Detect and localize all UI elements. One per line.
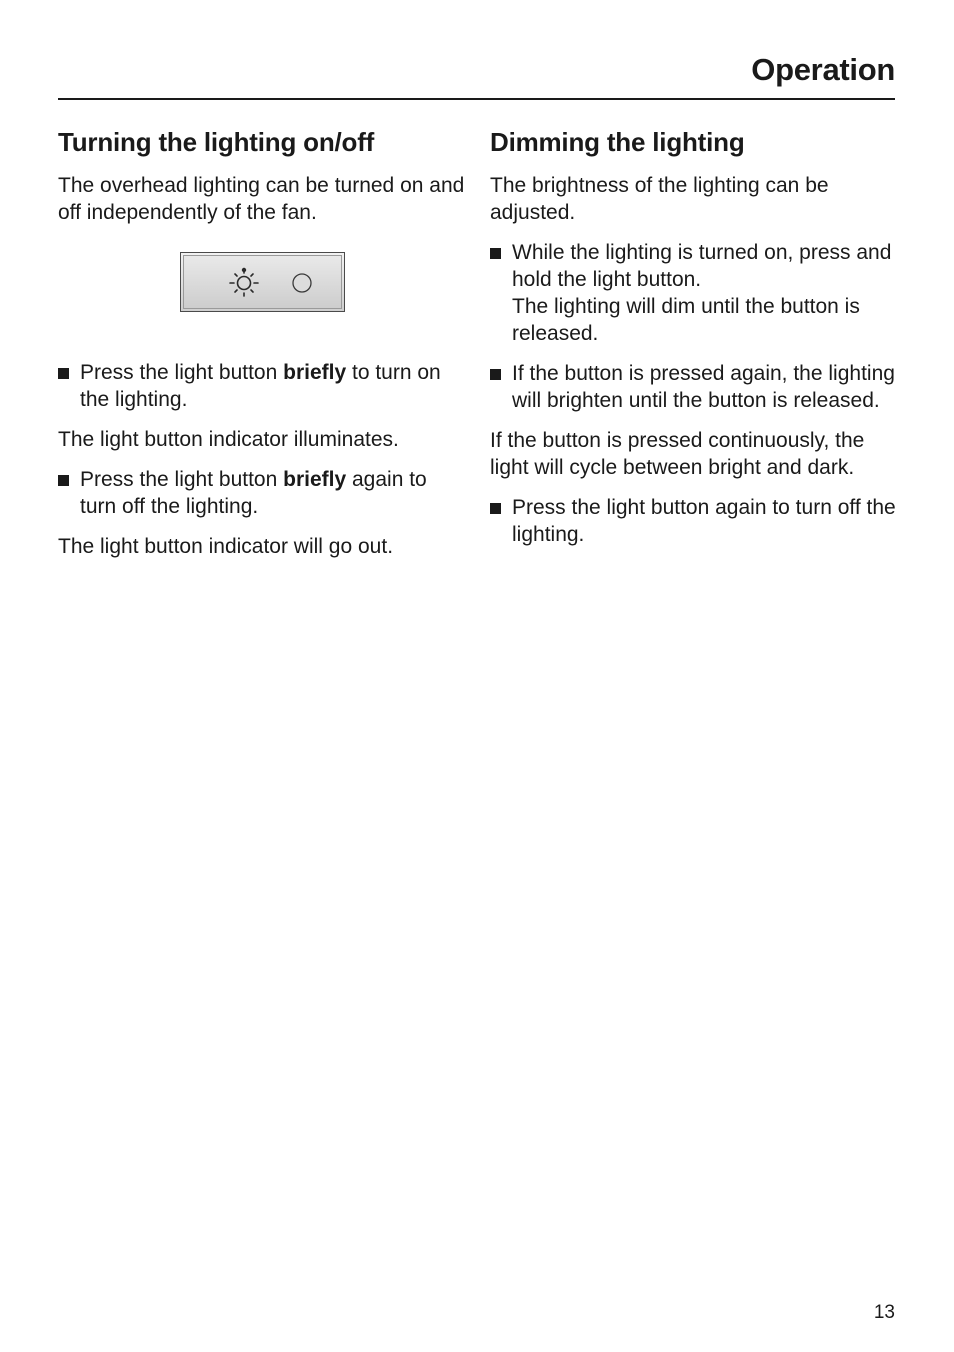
light-button-figure: [58, 239, 468, 359]
section-dimming-lighting: [490, 124, 900, 561]
page-number: 13: [873, 1302, 895, 1323]
bullet-square-icon: [490, 248, 501, 259]
list-item: While the lighting is turned on, press and hold the light button. The lighting will dim until the button is released.: [490, 239, 900, 347]
list-item: If the button is pressed again, the lighting will brighten until the button is released.: [490, 360, 900, 414]
indicator-led-icon: [181, 253, 346, 313]
header-divider: [58, 98, 895, 100]
list-item: Press the light button briefly to turn on the lighting.: [58, 359, 468, 413]
light-button-panel: [180, 252, 345, 312]
section-heading: Dimming the lighting: [490, 127, 745, 157]
list-item: Press the light button briefly again to turn off the lighting.: [58, 466, 468, 520]
section-intro: The brightness of the lighting can be adjusted.: [490, 174, 829, 224]
info-text: If the button is pressed continuously, the light will cycle between bright and dark.: [490, 429, 865, 479]
section-intro: The overhead lighting can be turned on and off independently of the fan.: [58, 174, 465, 224]
section-heading: Turning the lighting on/off: [58, 127, 375, 157]
list-item: Press the light button again to turn off the lighting.: [490, 494, 900, 548]
result-text: The light button indicator will go out.: [58, 535, 394, 558]
page-title: Operation: [751, 52, 895, 87]
section-turning-lighting: [58, 124, 468, 573]
bullet-square-icon: [490, 369, 501, 380]
bullet-square-icon: [490, 503, 501, 514]
bullet-square-icon: [58, 368, 69, 379]
result-text: The light button indicator illuminates.: [58, 428, 399, 451]
bullet-square-icon: [58, 475, 69, 486]
